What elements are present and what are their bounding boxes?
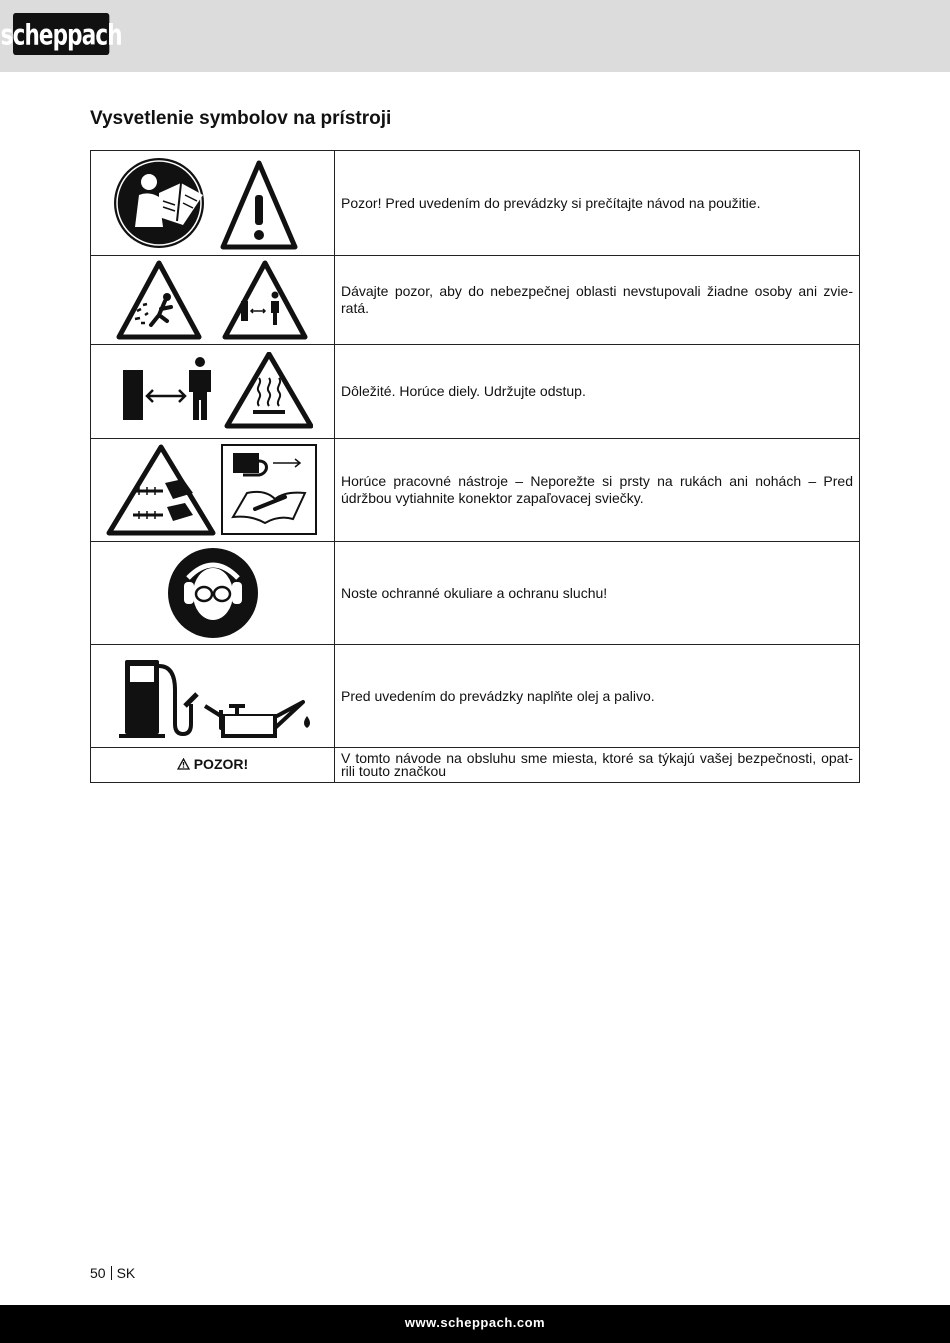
keep-distance-icon	[113, 352, 313, 432]
symbol-cell	[91, 151, 335, 256]
read-manual-icon	[113, 155, 313, 251]
table-row	[91, 345, 860, 439]
table-row	[91, 151, 860, 256]
keep-distance-warning-icon	[225, 263, 305, 337]
symbol-description: Pred uvedením do prevádzky naplňte olej a palivo.	[335, 645, 860, 748]
symbol-description: Noste ochranné okuliare a ochranu sluchu!	[335, 542, 860, 645]
symbol-cell	[91, 748, 335, 783]
table-row	[91, 256, 860, 345]
page-footer	[0, 1305, 950, 1343]
brand-logo: scheppach	[13, 13, 109, 55]
symbol-description: Dôležité. Horúce diely. Udržujte odstup.	[335, 345, 860, 439]
table-row	[91, 645, 860, 748]
symbol-description: Horúce pracovné nástroje – Neporežte si prsty na rukách ani nohách – Pred údržbou vytiahnite konektor zapaľovacej sviečky.	[335, 439, 860, 542]
symbol-cell	[91, 645, 335, 748]
cutting-blade-warning-icon	[105, 443, 321, 537]
warning-triangle-small-icon	[177, 758, 190, 770]
eye-ear-protection-icon	[166, 546, 260, 640]
fuel-pump-icon	[113, 652, 313, 740]
table-row	[91, 542, 860, 645]
symbol-description: Dávajte pozor, aby do nebezpečnej oblasti nevstupovali žiadne osoby ani zvie-ratá.	[335, 256, 860, 345]
page-number: 50 SK	[90, 1265, 136, 1281]
symbol-description: Pozor! Pred uvedením do prevádzky si prečítajte návod na použitie.	[335, 151, 860, 256]
table-row	[91, 439, 860, 542]
table-row	[91, 748, 860, 783]
symbol-description: V tomto návode na obsluhu sme miesta, ktoré sa týkajú vašej bezpečnosti, opat-rili touto značkou	[335, 748, 860, 783]
page-header	[0, 0, 950, 72]
warning-label: POZOR!	[177, 756, 248, 772]
thrown-objects-warning-icon	[113, 259, 313, 341]
symbols-table	[90, 150, 860, 783]
website-link[interactable]: www.scheppach.com	[404, 1315, 546, 1330]
symbol-cell	[91, 256, 335, 345]
symbol-cell	[91, 345, 335, 439]
page-title: Vysvetlenie symbolov na prístroji	[90, 108, 392, 129]
symbol-cell	[91, 542, 335, 645]
symbol-cell	[91, 439, 335, 542]
